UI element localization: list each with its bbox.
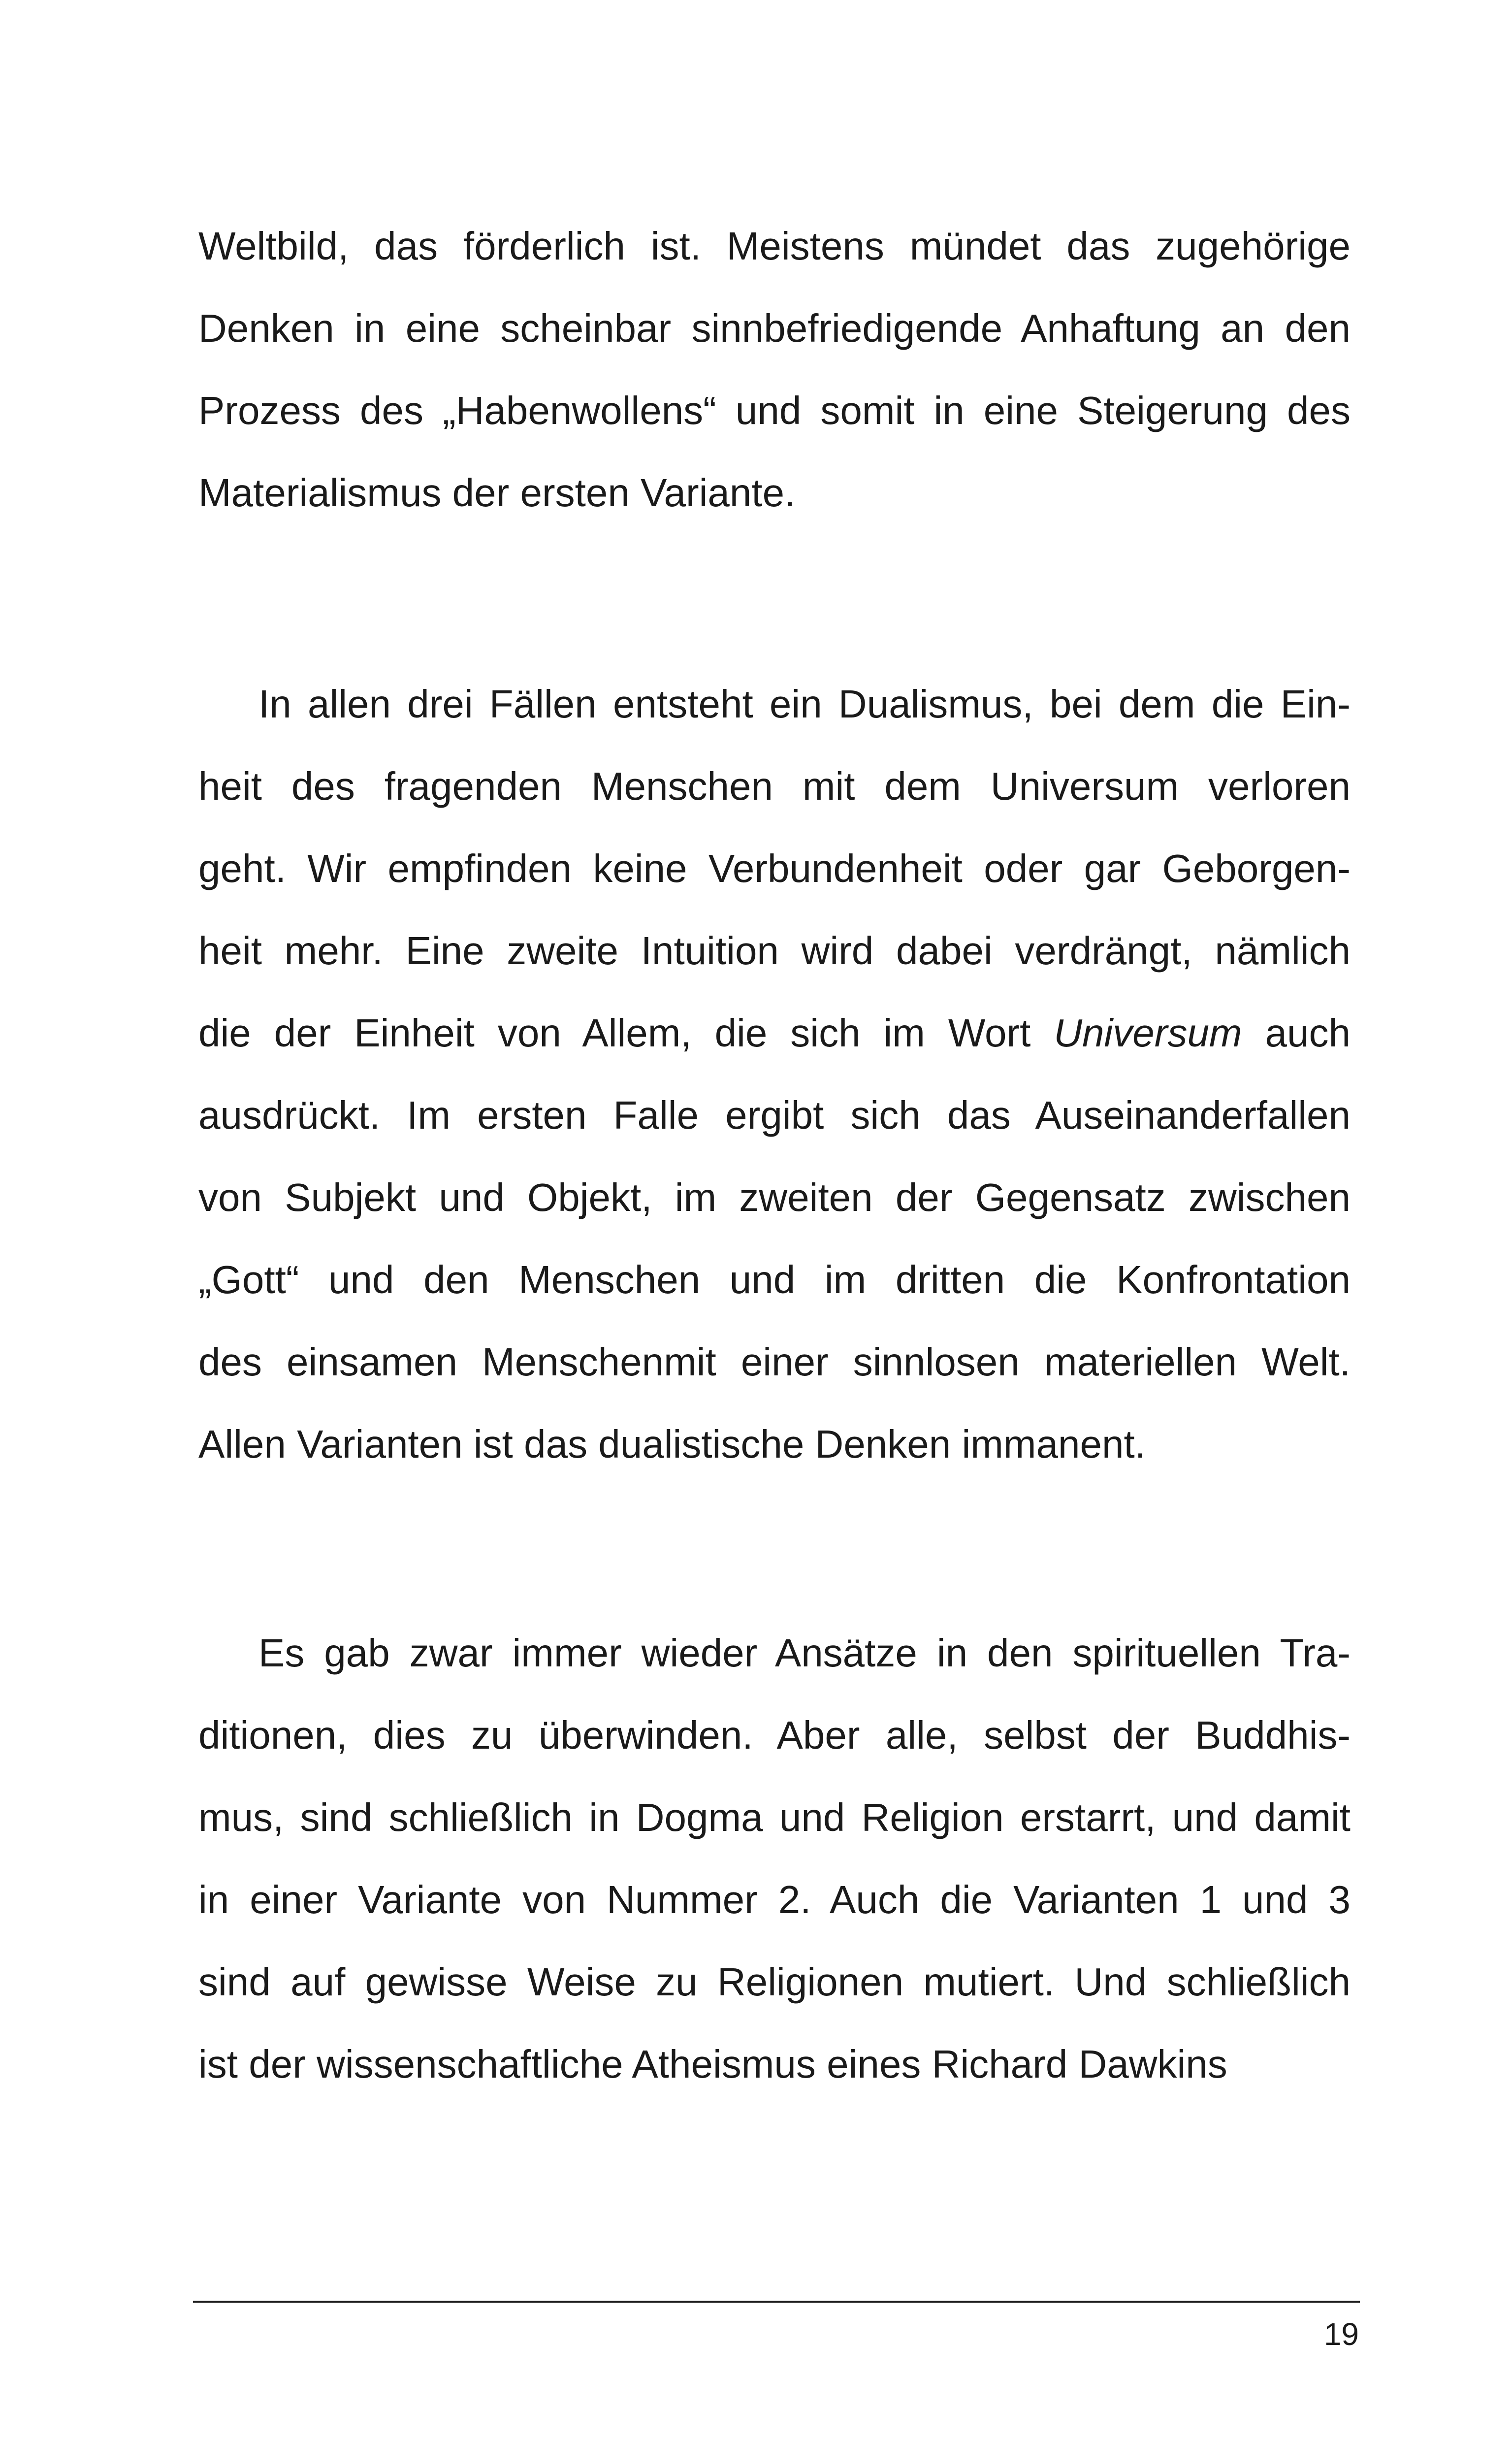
- text-line: ausdrückt. Im ersten Falle ergibt sich das Auseinanderfallen: [198, 1093, 1351, 1137]
- text-line: Weltbild, das förderlich ist. Meistens mündet das zugehörige: [198, 224, 1351, 268]
- text-segment: die der Einheit von Allem, die sich im Wort: [198, 1011, 1054, 1055]
- text-line: ist der wissenschaftliche Atheismus eines Richard Dawkins: [198, 2042, 1227, 2086]
- text-line: „Gott“ und den Menschen und im dritten die Konfrontation: [198, 1258, 1351, 1302]
- text-line: in einer Variante von Nummer 2. Auch die Varianten 1 und 3: [198, 1878, 1351, 1922]
- footer-divider: [193, 2301, 1360, 2303]
- text-line: von Subjekt und Objekt, im zweiten der Gegensatz zwischen: [198, 1175, 1351, 1219]
- text-line: geht. Wir empfinden keine Verbundenheit oder gar Geborgen-: [198, 847, 1351, 890]
- text-line: Es gab zwar immer wieder Ansätze in den spirituellen Tra-: [258, 1631, 1351, 1675]
- text-line: Allen Varianten ist das dualistische Denken immanent.: [198, 1422, 1146, 1466]
- text-segment: auch: [1242, 1011, 1351, 1055]
- text-line: Materialismus der ersten Variante.: [198, 471, 796, 515]
- text-line: [198, 991, 1351, 1075]
- text-line: des einsamen Menschenmit einer sinnlosen materiellen Welt.: [198, 1340, 1351, 1384]
- text-line: heit mehr. Eine zweite Intuition wird dabei verdrängt, nämlich: [198, 929, 1351, 973]
- text-line: Prozess des „Habenwollens“ und somit in eine Steigerung des: [198, 389, 1351, 432]
- text-line: mus, sind schließlich in Dogma und Religion erstarrt, und damit: [198, 1795, 1351, 1839]
- emphasized-word: Universum: [1054, 1011, 1242, 1055]
- text-line: In allen drei Fällen entsteht ein Dualismus, bei dem die Ein-: [258, 682, 1351, 726]
- text-line: heit des fragenden Menschen mit dem Universum verloren: [198, 764, 1351, 808]
- text-line: sind auf gewisse Weise zu Religionen mutiert. Und schließlich: [198, 1960, 1351, 2004]
- page-number: 19: [1323, 2316, 1359, 2352]
- text-line: Denken in eine scheinbar sinnbefriedigende Anhaftung an den: [198, 306, 1351, 350]
- text-line: ditionen, dies zu überwinden. Aber alle, selbst der Buddhis-: [198, 1713, 1351, 1757]
